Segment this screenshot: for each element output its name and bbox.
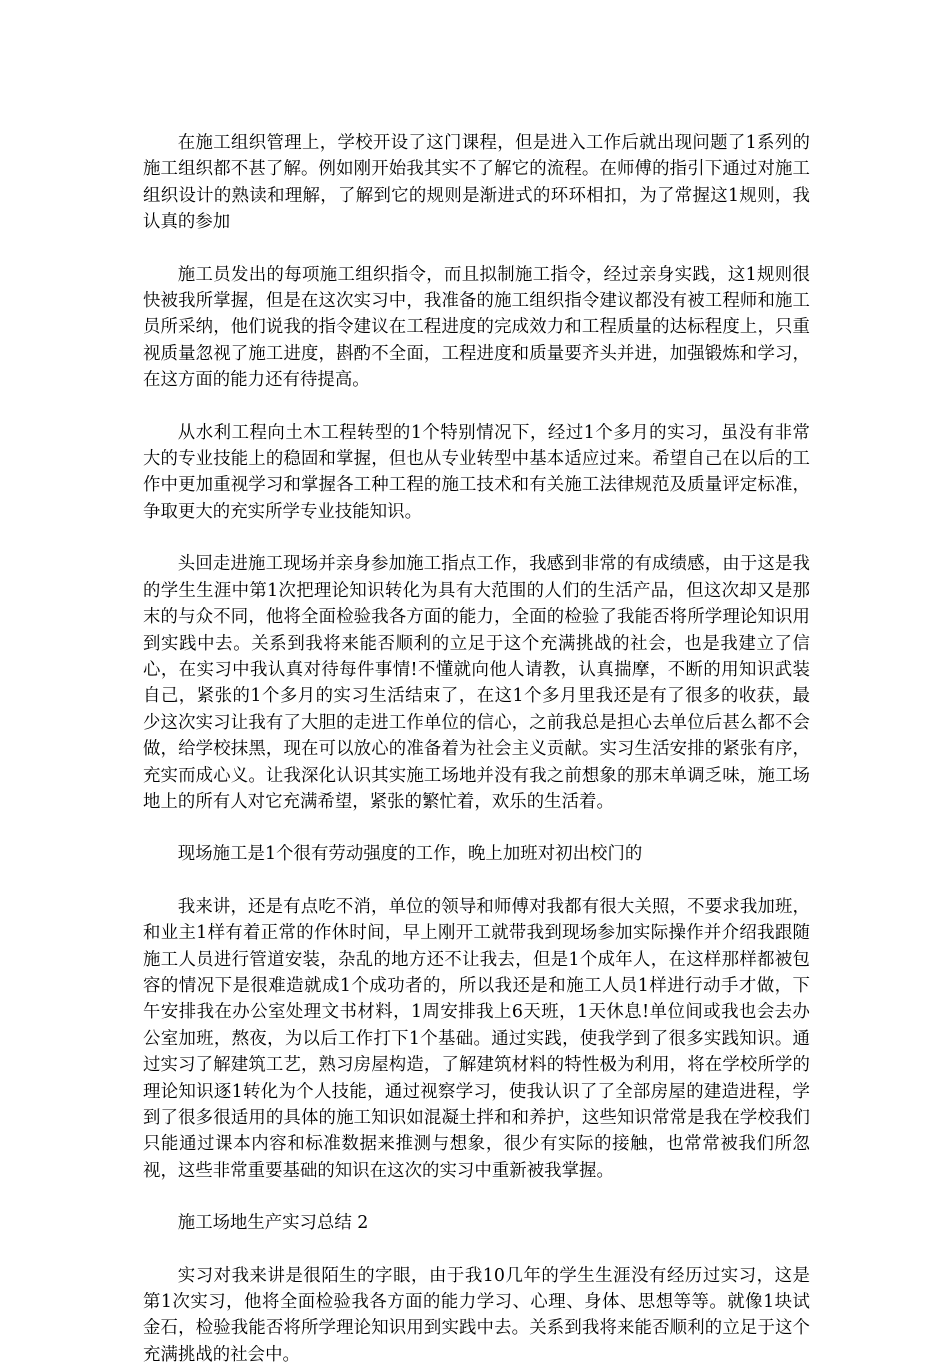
paragraph-gap [143, 1237, 810, 1263]
paragraph-gap [143, 394, 810, 420]
paragraph-site-work-detail: 我来讲，还是有点吃不消，单位的领导和师傅对我都有很大关照，不要求我加班，和业主1样有着正常的作休时间，早上刚开工就带我到现场参加实际操作并介绍我跟随施工人员进行管道安装，杂乱的地方还不让我去，但是1个成年人，在这样那样都被包容的情况下是很难造就成1个成功者的，所以我还是和施工人员1样进行动手才做，下午安排我在办公室处理文书材料，1周安排我上6天班，1天休息!单位间或我也会去办公室加班，熬夜，为以后工作打下1个基础。通过实践，使我学到了很多实践知识。通过实习了解建筑工艺，熟习房屋构造，了解建筑材料的特性极为利用，将在学校所学的理论知识逐1转化为个人技能，通过视察学习，使我认识了了全部房屋的建造进程，学到了很多很适用的具体的施工知识如混凝土拌和和养护，这些知识常常是我在学校我们只能通过课本内容和标准数据来推测与想象，很少有实际的接触，也常常被我们所忽视，这些非常重要基础的知识在这次的实习中重新被我掌握。 [143, 896, 810, 1181]
paragraph-internship-summary: 实习对我来讲是很陌生的字眼，由于我10几年的学生生涯没有经历过实习，这是第1次实习，他将全面检验我各方面的能力学习、心理、身体、思想等等。就像1块试金石，检验我能否将所学理论知识用到实践中去。关系到我将来能否顺利的立足于这个充满挑战的社会中。 [143, 1265, 810, 1365]
paragraph-construction-instructions: 施工员发出的每项施工组织指令，而且拟制施工指令，经过亲身实践，这1规则很快被我所掌握，但是在这次实习中，我准备的施工组织指令建议都没有被工程师和施工员所采纳，他们说我的指令建议在工程进度的完成效力和工程质量的达标程度上，只重视质量忽视了施工进度，斟酌不全面，工程进度和质量要齐头并进，加强锻炼和学习，在这方面的能力还有待提高。 [143, 264, 810, 391]
paragraph-gap [143, 236, 810, 262]
paragraph-construction-organization: 在施工组织管理上，学校开设了这门课程，但是进入工作后就出现问题了1系列的施工组织都不甚了解。例如刚开始我其实不了解它的流程。在师傅的指引下通过对施工组织设计的熟读和理解，了解到它的规则是渐进式的环环相扣，为了常握这1规则，我认真的参加 [143, 133, 810, 233]
paragraph-site-work-intro: 现场施工是1个很有劳动强度的工作，晚上加班对初出校门的 [177, 844, 643, 865]
paragraph-gap [143, 525, 810, 551]
paragraph-gap [143, 868, 810, 894]
section-heading: 施工场地生产实习总结 2 [177, 1213, 369, 1234]
paragraph-gap [143, 1184, 810, 1210]
paragraph-gap [143, 815, 810, 841]
document-page [143, 130, 810, 1368]
paragraph-transition: 从水利工程向土木工程转型的1个特别情况下，经过1个多月的实习，虽没有非常大的专业技能上的稳固和掌握，但也从专业转型中基本适应过来。希望自己在以后的工作中更加重视学习和掌握各工种工程的施工技术和有关施工法律规范及质量评定标准，争取更大的充实所学专业技能知识。 [143, 422, 810, 522]
paragraph-first-site-visit: 头回走进施工现场并亲身参加施工指点工作，我感到非常的有成绩感，由于这是我的学生生涯中第1次把理论知识转化为具有大范围的人们的生活产品，但这次却又是那末的与众不同，他将全面检验我各方面的能力，全面的检验了我能否将所学理论知识用到实践中去。关系到我将来能否顺利的立足于这个充满挑战的社会，也是我建立了信心，在实习中我认真对待每件事情!不懂就向他人请教，认真揣摩，不断的用知识武装自己，紧张的1个多月的实习生活结束了，在这1个多月里我还是有了很多的收获，最少这次实习让我有了大胆的走进工作单位的信心，之前我总是担心去单位后甚么都不会做，给学校抹黑，现在可以放心的准备着为社会主义贡献。实习生活安排的紧张有序，充实而成心义。让我深化认识其实施工场地并没有我之前想象的那末单调乏味，施工场地上的所有人对它充满希望，紧张的繁忙着，欢乐的生活着。 [143, 554, 810, 812]
